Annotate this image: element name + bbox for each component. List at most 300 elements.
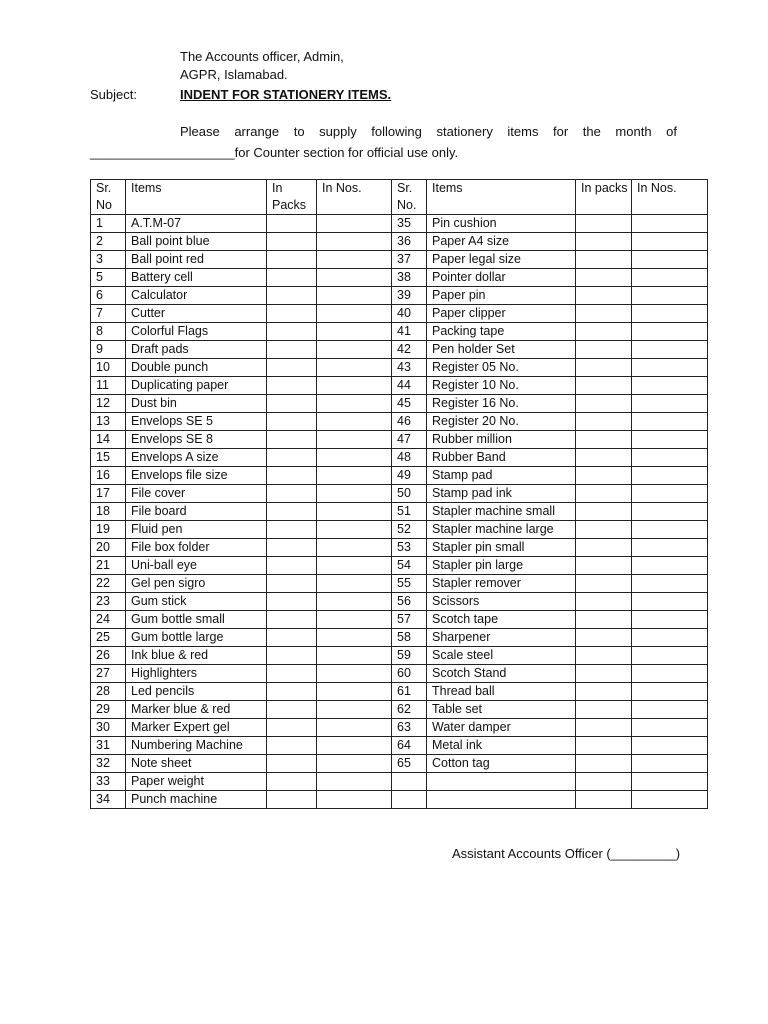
item-sr-no-right: 56 — [392, 593, 427, 611]
item-name: Numbering Machine — [126, 737, 267, 755]
item-name: Cutter — [126, 305, 267, 323]
in-packs-cell[interactable] — [267, 557, 317, 575]
in-packs-cell-right[interactable] — [576, 341, 632, 359]
in-nos-cell[interactable] — [317, 539, 392, 557]
in-nos-cell[interactable] — [317, 701, 392, 719]
item-name: Marker Expert gel — [126, 719, 267, 737]
item-sr-no: 25 — [91, 629, 126, 647]
table-row — [91, 791, 708, 809]
item-sr-no-right: 52 — [392, 521, 427, 539]
in-nos-cell[interactable] — [317, 611, 392, 629]
in-packs-cell[interactable] — [267, 323, 317, 341]
in-nos-cell[interactable] — [317, 665, 392, 683]
item-sr-no: 1 — [91, 215, 126, 233]
in-packs-cell-right[interactable] — [576, 395, 632, 413]
in-packs-cell[interactable] — [267, 251, 317, 269]
in-packs-cell[interactable] — [267, 701, 317, 719]
body-paragraph — [90, 121, 677, 163]
in-packs-cell[interactable] — [267, 395, 317, 413]
item-name-right: Rubber Band — [427, 449, 576, 467]
in-packs-cell[interactable] — [267, 215, 317, 233]
item-sr-no-right — [392, 791, 427, 809]
item-sr-no: 26 — [91, 647, 126, 665]
item-name-right — [427, 773, 576, 791]
in-nos-cell-right[interactable] — [632, 773, 708, 791]
in-nos-cell[interactable] — [317, 557, 392, 575]
item-sr-no: 11 — [91, 377, 126, 395]
in-nos-cell-right[interactable] — [632, 323, 708, 341]
table-row — [91, 773, 708, 791]
in-packs-cell[interactable] — [267, 377, 317, 395]
in-packs-cell[interactable] — [267, 287, 317, 305]
in-packs-cell-right[interactable] — [576, 737, 632, 755]
item-name-right: Stapler pin large — [427, 557, 576, 575]
table-row — [91, 719, 708, 737]
item-name-right — [427, 791, 576, 809]
item-sr-no-right: 35 — [392, 215, 427, 233]
in-nos-cell[interactable] — [317, 233, 392, 251]
item-name: Note sheet — [126, 755, 267, 773]
item-name: Marker blue & red — [126, 701, 267, 719]
item-name-right: Paper legal size — [427, 251, 576, 269]
body-line-1: Please arrange to supply following stationery items for the month of — [180, 124, 677, 139]
item-sr-no-right — [392, 773, 427, 791]
subject-text: INDENT FOR STATIONERY ITEMS. — [180, 87, 392, 102]
in-packs-cell[interactable] — [267, 521, 317, 539]
in-packs-cell-right[interactable] — [576, 215, 632, 233]
item-sr-no-right: 58 — [392, 629, 427, 647]
item-sr-no: 29 — [91, 701, 126, 719]
in-nos-cell[interactable] — [317, 449, 392, 467]
in-nos-cell[interactable] — [317, 431, 392, 449]
table-row — [91, 449, 708, 467]
item-sr-no: 7 — [91, 305, 126, 323]
item-sr-no: 27 — [91, 665, 126, 683]
item-sr-no: 21 — [91, 557, 126, 575]
in-nos-cell-right[interactable] — [632, 251, 708, 269]
table-row — [91, 755, 708, 773]
in-packs-cell[interactable] — [267, 341, 317, 359]
item-sr-no-right: 38 — [392, 269, 427, 287]
in-nos-cell-right[interactable] — [632, 305, 708, 323]
item-sr-no: 16 — [91, 467, 126, 485]
in-packs-cell[interactable] — [267, 359, 317, 377]
table-row — [91, 377, 708, 395]
item-name-right: Packing tape — [427, 323, 576, 341]
in-packs-cell-right[interactable] — [576, 575, 632, 593]
header-sr-no-right: Sr. No. — [392, 180, 427, 215]
item-name-right: Stapler pin small — [427, 539, 576, 557]
in-nos-cell[interactable] — [317, 755, 392, 773]
item-name: Envelops file size — [126, 467, 267, 485]
in-packs-cell[interactable] — [267, 737, 317, 755]
item-sr-no-right: 51 — [392, 503, 427, 521]
in-nos-cell[interactable] — [317, 287, 392, 305]
item-name-right: Pin cushion — [427, 215, 576, 233]
in-nos-cell[interactable] — [317, 395, 392, 413]
in-packs-cell-right[interactable] — [576, 359, 632, 377]
item-name-right: Scotch Stand — [427, 665, 576, 683]
item-name-right: Stamp pad ink — [427, 485, 576, 503]
in-nos-cell[interactable] — [317, 683, 392, 701]
item-name-right: Water damper — [427, 719, 576, 737]
signature-line: Assistant Accounts Officer (_________) — [452, 846, 681, 861]
in-packs-cell-right[interactable] — [576, 683, 632, 701]
item-sr-no-right: 42 — [392, 341, 427, 359]
item-name: Fluid pen — [126, 521, 267, 539]
item-sr-no: 14 — [91, 431, 126, 449]
table-row — [91, 521, 708, 539]
in-packs-cell[interactable] — [267, 269, 317, 287]
item-name: File board — [126, 503, 267, 521]
in-nos-cell-right[interactable] — [632, 377, 708, 395]
item-name-right: Paper A4 size — [427, 233, 576, 251]
table-row — [91, 305, 708, 323]
table-row — [91, 629, 708, 647]
item-sr-no: 24 — [91, 611, 126, 629]
item-name: A.T.M-07 — [126, 215, 267, 233]
table-row — [91, 359, 708, 377]
in-packs-cell[interactable] — [267, 773, 317, 791]
item-name-right: Scissors — [427, 593, 576, 611]
item-sr-no: 10 — [91, 359, 126, 377]
in-packs-cell[interactable] — [267, 611, 317, 629]
in-nos-cell-right[interactable] — [632, 647, 708, 665]
in-nos-cell-right[interactable] — [632, 467, 708, 485]
in-packs-cell-right[interactable] — [576, 323, 632, 341]
item-sr-no: 30 — [91, 719, 126, 737]
in-packs-cell-right[interactable] — [576, 269, 632, 287]
in-nos-cell[interactable] — [317, 503, 392, 521]
in-packs-cell-right[interactable] — [576, 377, 632, 395]
header-in-nos: In Nos. — [317, 180, 392, 215]
in-nos-cell-right[interactable] — [632, 791, 708, 809]
in-nos-cell-right[interactable] — [632, 413, 708, 431]
table-row — [91, 683, 708, 701]
item-sr-no: 13 — [91, 413, 126, 431]
table-row — [91, 395, 708, 413]
item-name-right: Pointer dollar — [427, 269, 576, 287]
in-nos-cell[interactable] — [317, 269, 392, 287]
in-nos-cell[interactable] — [317, 629, 392, 647]
item-name: Gum bottle large — [126, 629, 267, 647]
item-name: Highlighters — [126, 665, 267, 683]
in-packs-cell-right[interactable] — [576, 593, 632, 611]
in-packs-cell-right[interactable] — [576, 611, 632, 629]
table-row — [91, 233, 708, 251]
item-sr-no: 32 — [91, 755, 126, 773]
in-nos-cell[interactable] — [317, 377, 392, 395]
table-row — [91, 575, 708, 593]
in-packs-cell-right[interactable] — [576, 305, 632, 323]
item-sr-no: 28 — [91, 683, 126, 701]
in-packs-cell[interactable] — [267, 791, 317, 809]
in-packs-cell[interactable] — [267, 629, 317, 647]
item-name-right: Thread ball — [427, 683, 576, 701]
item-sr-no-right: 57 — [392, 611, 427, 629]
in-nos-cell-right[interactable] — [632, 215, 708, 233]
in-packs-cell-right[interactable] — [576, 539, 632, 557]
in-nos-cell[interactable] — [317, 773, 392, 791]
in-packs-cell-right[interactable] — [576, 449, 632, 467]
header-items: Items — [126, 180, 267, 215]
in-nos-cell-right[interactable] — [632, 665, 708, 683]
in-nos-cell[interactable] — [317, 575, 392, 593]
in-packs-cell[interactable] — [267, 719, 317, 737]
header-items-right: Items — [427, 180, 576, 215]
item-sr-no-right: 49 — [392, 467, 427, 485]
in-nos-cell[interactable] — [317, 215, 392, 233]
table-row — [91, 557, 708, 575]
in-nos-cell-right[interactable] — [632, 575, 708, 593]
item-name-right: Sharpener — [427, 629, 576, 647]
in-nos-cell-right[interactable] — [632, 557, 708, 575]
in-nos-cell-right[interactable] — [632, 611, 708, 629]
in-packs-cell-right[interactable] — [576, 485, 632, 503]
table-row — [91, 269, 708, 287]
item-sr-no-right: 55 — [392, 575, 427, 593]
item-sr-no: 33 — [91, 773, 126, 791]
in-packs-cell[interactable] — [267, 665, 317, 683]
item-name-right: Scale steel — [427, 647, 576, 665]
in-nos-cell-right[interactable] — [632, 737, 708, 755]
in-packs-cell[interactable] — [267, 431, 317, 449]
in-packs-cell-right[interactable] — [576, 557, 632, 575]
in-packs-cell[interactable] — [267, 575, 317, 593]
in-packs-cell-right[interactable] — [576, 431, 632, 449]
table-row — [91, 647, 708, 665]
in-packs-cell-right[interactable] — [576, 773, 632, 791]
table-header-row — [91, 180, 708, 215]
item-name-right: Register 16 No. — [427, 395, 576, 413]
in-nos-cell-right[interactable] — [632, 233, 708, 251]
item-name-right: Cotton tag — [427, 755, 576, 773]
item-name: Paper weight — [126, 773, 267, 791]
item-name: Envelops SE 5 — [126, 413, 267, 431]
in-nos-cell[interactable] — [317, 413, 392, 431]
in-nos-cell[interactable] — [317, 647, 392, 665]
in-packs-cell[interactable] — [267, 467, 317, 485]
item-sr-no-right: 61 — [392, 683, 427, 701]
in-packs-cell-right[interactable] — [576, 701, 632, 719]
item-sr-no: 18 — [91, 503, 126, 521]
in-packs-cell[interactable] — [267, 449, 317, 467]
table-row — [91, 287, 708, 305]
item-name: Gel pen sigro — [126, 575, 267, 593]
item-sr-no-right: 65 — [392, 755, 427, 773]
item-name-right: Stapler remover — [427, 575, 576, 593]
item-sr-no-right: 37 — [392, 251, 427, 269]
in-packs-cell-right[interactable] — [576, 503, 632, 521]
item-sr-no-right: 60 — [392, 665, 427, 683]
in-nos-cell[interactable] — [317, 341, 392, 359]
in-nos-cell-right[interactable] — [632, 593, 708, 611]
in-packs-cell-right[interactable] — [576, 791, 632, 809]
item-sr-no: 20 — [91, 539, 126, 557]
item-sr-no: 3 — [91, 251, 126, 269]
item-name: File cover — [126, 485, 267, 503]
in-packs-cell[interactable] — [267, 503, 317, 521]
item-sr-no: 31 — [91, 737, 126, 755]
table-row — [91, 737, 708, 755]
in-nos-cell-right[interactable] — [632, 341, 708, 359]
item-name: Draft pads — [126, 341, 267, 359]
item-sr-no: 17 — [91, 485, 126, 503]
item-sr-no-right: 36 — [392, 233, 427, 251]
item-sr-no: 15 — [91, 449, 126, 467]
header-in-packs: In Packs — [267, 180, 317, 215]
item-sr-no: 9 — [91, 341, 126, 359]
table-row — [91, 251, 708, 269]
item-name: Ball point red — [126, 251, 267, 269]
item-sr-no-right: 46 — [392, 413, 427, 431]
in-nos-cell-right[interactable] — [632, 395, 708, 413]
item-name-right: Metal ink — [427, 737, 576, 755]
in-packs-cell[interactable] — [267, 233, 317, 251]
in-nos-cell[interactable] — [317, 593, 392, 611]
in-packs-cell-right[interactable] — [576, 755, 632, 773]
item-name-right: Scotch tape — [427, 611, 576, 629]
table-row — [91, 323, 708, 341]
in-packs-cell-right[interactable] — [576, 521, 632, 539]
in-nos-cell-right[interactable] — [632, 287, 708, 305]
in-nos-cell-right[interactable] — [632, 431, 708, 449]
item-name-right: Register 20 No. — [427, 413, 576, 431]
in-nos-cell-right[interactable] — [632, 485, 708, 503]
in-nos-cell[interactable] — [317, 737, 392, 755]
item-sr-no-right: 59 — [392, 647, 427, 665]
item-name: Envelops A size — [126, 449, 267, 467]
in-packs-cell-right[interactable] — [576, 251, 632, 269]
item-sr-no-right: 40 — [392, 305, 427, 323]
table-row — [91, 215, 708, 233]
in-nos-cell[interactable] — [317, 467, 392, 485]
table-row — [91, 611, 708, 629]
in-nos-cell-right[interactable] — [632, 755, 708, 773]
item-name: Double punch — [126, 359, 267, 377]
in-packs-cell-right[interactable] — [576, 287, 632, 305]
item-sr-no: 23 — [91, 593, 126, 611]
item-name-right: Rubber million — [427, 431, 576, 449]
in-packs-cell-right[interactable] — [576, 629, 632, 647]
in-nos-cell-right[interactable] — [632, 539, 708, 557]
item-sr-no: 2 — [91, 233, 126, 251]
item-name: Battery cell — [126, 269, 267, 287]
in-nos-cell-right[interactable] — [632, 521, 708, 539]
item-name: Ball point blue — [126, 233, 267, 251]
table-row — [91, 467, 708, 485]
table-row — [91, 593, 708, 611]
item-sr-no-right: 48 — [392, 449, 427, 467]
item-name: File box folder — [126, 539, 267, 557]
item-name-right: Paper pin — [427, 287, 576, 305]
item-sr-no-right: 63 — [392, 719, 427, 737]
in-nos-cell[interactable] — [317, 359, 392, 377]
item-name: Gum stick — [126, 593, 267, 611]
item-name: Led pencils — [126, 683, 267, 701]
in-nos-cell-right[interactable] — [632, 683, 708, 701]
in-nos-cell[interactable] — [317, 719, 392, 737]
table-row — [91, 413, 708, 431]
in-packs-cell[interactable] — [267, 413, 317, 431]
item-name-right: Table set — [427, 701, 576, 719]
in-packs-cell-right[interactable] — [576, 719, 632, 737]
stationery-items-table — [90, 179, 708, 809]
item-name: Uni-ball eye — [126, 557, 267, 575]
table-row — [91, 665, 708, 683]
item-sr-no: 8 — [91, 323, 126, 341]
in-packs-cell[interactable] — [267, 485, 317, 503]
item-sr-no-right: 64 — [392, 737, 427, 755]
item-name: Colorful Flags — [126, 323, 267, 341]
in-packs-cell-right[interactable] — [576, 467, 632, 485]
item-name-right: Register 05 No. — [427, 359, 576, 377]
item-name-right: Stapler machine large — [427, 521, 576, 539]
in-packs-cell[interactable] — [267, 755, 317, 773]
in-nos-cell[interactable] — [317, 305, 392, 323]
item-sr-no-right: 41 — [392, 323, 427, 341]
table-row — [91, 485, 708, 503]
item-sr-no-right: 54 — [392, 557, 427, 575]
in-packs-cell-right[interactable] — [576, 647, 632, 665]
item-name: Dust bin — [126, 395, 267, 413]
in-packs-cell-right[interactable] — [576, 665, 632, 683]
item-sr-no: 6 — [91, 287, 126, 305]
item-sr-no-right: 43 — [392, 359, 427, 377]
in-nos-cell[interactable] — [317, 251, 392, 269]
in-nos-cell-right[interactable] — [632, 359, 708, 377]
item-sr-no-right: 45 — [392, 395, 427, 413]
in-packs-cell-right[interactable] — [576, 233, 632, 251]
in-nos-cell[interactable] — [317, 521, 392, 539]
item-name: Ink blue & red — [126, 647, 267, 665]
in-nos-cell[interactable] — [317, 485, 392, 503]
header-in-packs-right: In packs — [576, 180, 632, 215]
item-sr-no: 12 — [91, 395, 126, 413]
in-nos-cell-right[interactable] — [632, 503, 708, 521]
header-sr-no: Sr. No — [91, 180, 126, 215]
item-sr-no: 19 — [91, 521, 126, 539]
in-packs-cell[interactable] — [267, 539, 317, 557]
item-sr-no-right: 50 — [392, 485, 427, 503]
in-packs-cell[interactable] — [267, 647, 317, 665]
in-packs-cell[interactable] — [267, 683, 317, 701]
body-line-2: ____________________for Counter section for official use only. — [90, 145, 459, 160]
item-name-right: Stamp pad — [427, 467, 576, 485]
in-nos-cell[interactable] — [317, 791, 392, 809]
table-row — [91, 431, 708, 449]
item-sr-no: 34 — [91, 791, 126, 809]
item-name-right: Pen holder Set — [427, 341, 576, 359]
in-nos-cell[interactable] — [317, 323, 392, 341]
in-packs-cell[interactable] — [267, 305, 317, 323]
table-row — [91, 341, 708, 359]
in-nos-cell-right[interactable] — [632, 701, 708, 719]
item-name-right: Stapler machine small — [427, 503, 576, 521]
in-packs-cell-right[interactable] — [576, 413, 632, 431]
item-sr-no: 22 — [91, 575, 126, 593]
in-nos-cell-right[interactable] — [632, 449, 708, 467]
table-row — [91, 701, 708, 719]
subject-label: Subject: — [90, 87, 137, 102]
header-in-nos-right: In Nos. — [632, 180, 708, 215]
in-nos-cell-right[interactable] — [632, 269, 708, 287]
in-packs-cell[interactable] — [267, 593, 317, 611]
item-sr-no: 5 — [91, 269, 126, 287]
addressee-line-1: The Accounts officer, Admin, — [180, 49, 344, 64]
in-nos-cell-right[interactable] — [632, 719, 708, 737]
in-nos-cell-right[interactable] — [632, 629, 708, 647]
